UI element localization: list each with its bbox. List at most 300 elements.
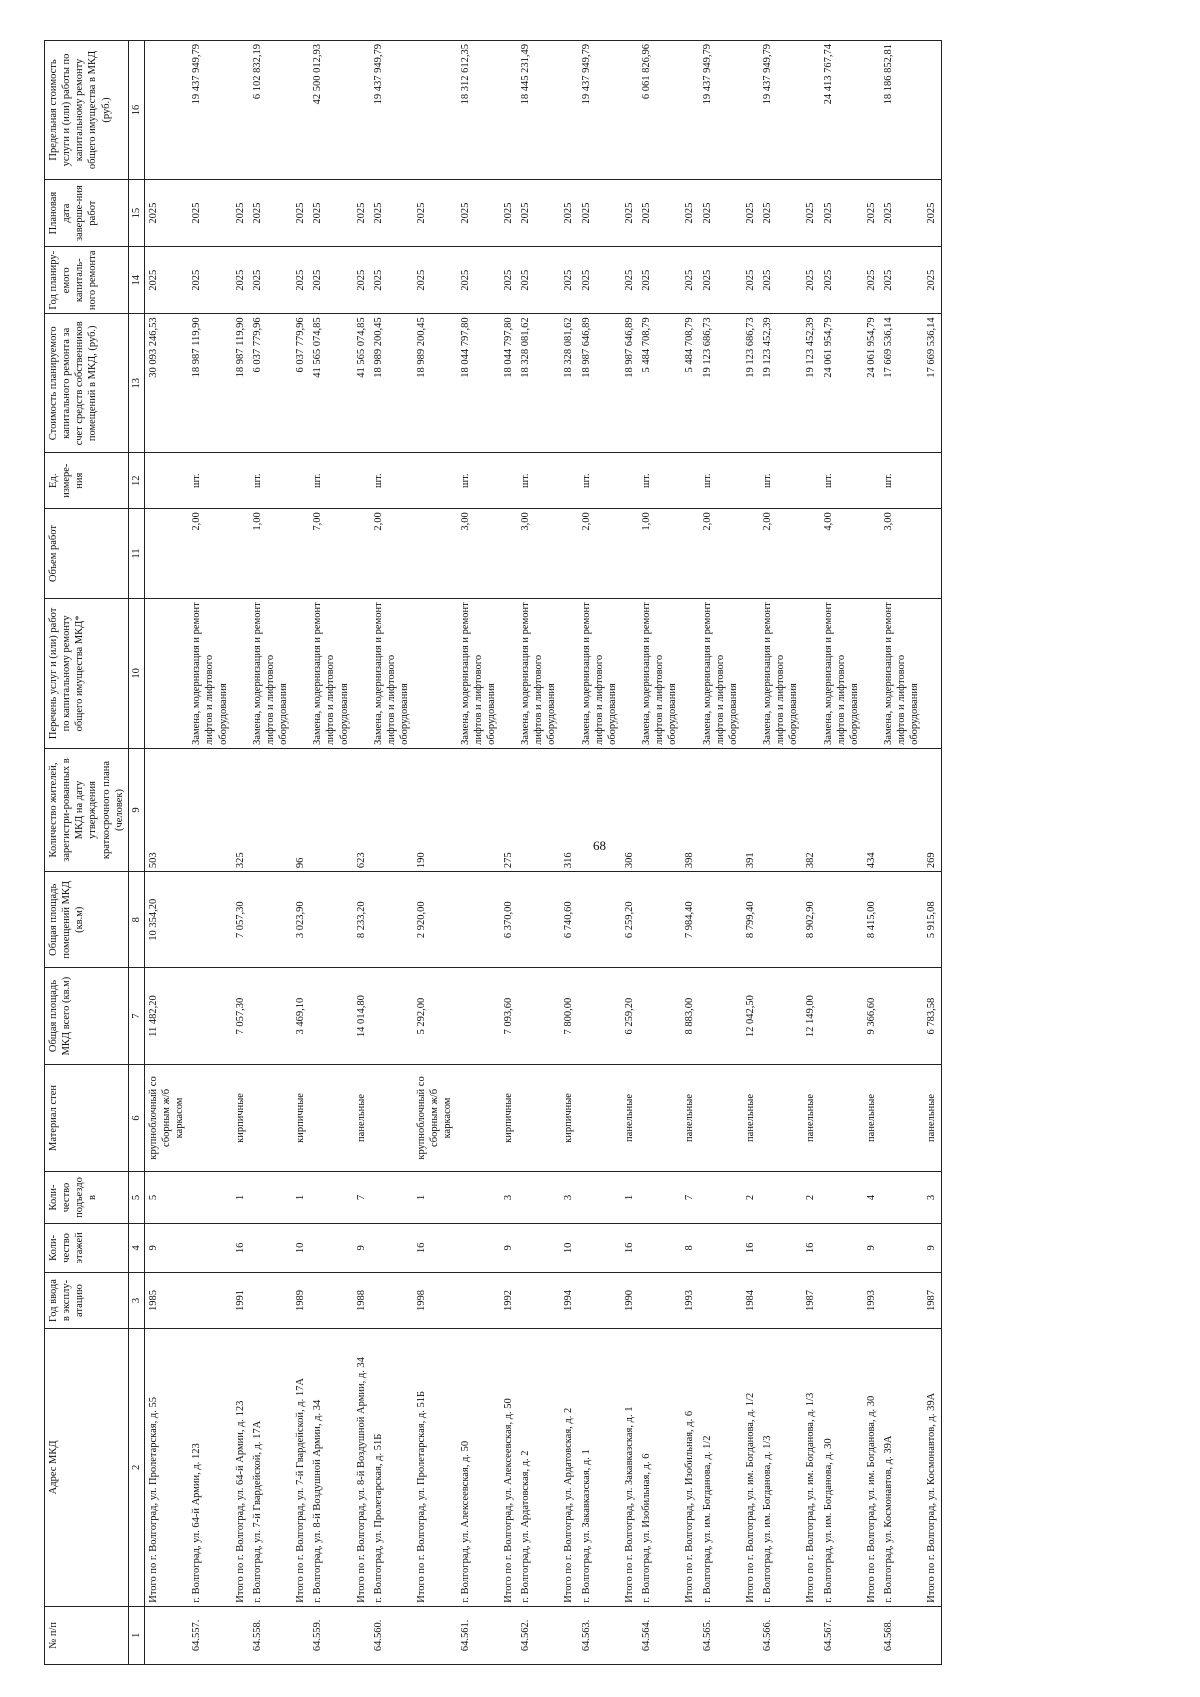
- table-row-total: [863, 41, 880, 1665]
- cell-limit: [863, 41, 880, 180]
- column-header: Год ввода в эксплу-атацию: [45, 1273, 129, 1329]
- cell-cost: 18 989 200,45: [413, 314, 456, 453]
- cell-unit: [681, 453, 698, 509]
- column-header: Объем работ: [45, 509, 129, 599]
- cell-floors: 16: [802, 1223, 819, 1272]
- cell-num: 64.562.: [517, 1606, 560, 1664]
- cell-cost: 17 669 536,14: [880, 314, 923, 453]
- column-number: 8: [128, 872, 144, 968]
- cell-y1: 2025: [820, 247, 863, 314]
- cell-floors: [699, 1223, 742, 1272]
- cell-entr: 4: [863, 1172, 880, 1224]
- table-row-total: [802, 41, 819, 1665]
- cell-unit: шт.: [370, 453, 413, 509]
- cell-area2: 3 023,90: [292, 872, 309, 968]
- cell-limit: 24 413 767,74: [820, 41, 863, 180]
- cell-floors: [759, 1223, 802, 1272]
- header-number-row: [128, 41, 144, 1665]
- column-number: 5: [128, 1172, 144, 1224]
- cell-vol: [292, 509, 309, 599]
- cell-mat: панельные: [681, 1064, 698, 1172]
- cell-work: [292, 598, 309, 748]
- cell-res: 434: [863, 748, 880, 871]
- table-row-total: [742, 41, 759, 1665]
- cell-year: [457, 1273, 500, 1329]
- cell-area: [820, 968, 863, 1064]
- cell-num: 64.566.: [759, 1606, 802, 1664]
- column-number: 11: [128, 509, 144, 599]
- cell-area: [370, 968, 413, 1064]
- cell-area2: 6 740,60: [560, 872, 577, 968]
- cell-work: Замена, модернизация и ремонт лифтов и лифтового оборудования: [578, 598, 621, 748]
- cell-area2: [517, 872, 560, 968]
- cell-entr: 1: [621, 1172, 638, 1224]
- cell-unit: [560, 453, 577, 509]
- column-number: 13: [128, 314, 144, 453]
- cell-limit: 18 186 852,81: [880, 41, 923, 180]
- cell-floors: [578, 1223, 621, 1272]
- cell-vol: [413, 509, 456, 599]
- cell-year: 1990: [621, 1273, 638, 1329]
- cell-area: 3 469,10: [292, 968, 309, 1064]
- cell-num: [413, 1606, 456, 1664]
- cell-limit: [144, 41, 188, 180]
- cell-entr: 1: [232, 1172, 249, 1224]
- cell-cost: 17 669 536,14: [923, 314, 941, 453]
- column-header: Адрес МКД: [45, 1329, 129, 1607]
- cell-cost: 24 061 954,79: [820, 314, 863, 453]
- cell-addr: Итого по г. Волгоград, ул. Пролетарская, д. 51Б: [413, 1329, 456, 1607]
- cell-area2: [370, 872, 413, 968]
- cell-limit: [292, 41, 309, 180]
- cell-num: 64.564.: [638, 1606, 681, 1664]
- cell-mat: [759, 1064, 802, 1172]
- cell-year: 1998: [413, 1273, 456, 1329]
- cell-res: [457, 748, 500, 871]
- cell-entr: 2: [742, 1172, 759, 1224]
- cell-area: 7 057,30: [232, 968, 249, 1064]
- cell-area: [188, 968, 231, 1064]
- cell-entr: [370, 1172, 413, 1224]
- cell-y2: 2025: [578, 179, 621, 246]
- cell-cost: 19 123 452,39: [759, 314, 802, 453]
- cell-entr: 3: [923, 1172, 941, 1224]
- cell-mat: [309, 1064, 352, 1172]
- cell-y1: 2025: [517, 247, 560, 314]
- cell-limit: [413, 41, 456, 180]
- cell-y1: 2025: [413, 247, 456, 314]
- cell-area: [880, 968, 923, 1064]
- cell-vol: [802, 509, 819, 599]
- column-header: Материал стен: [45, 1064, 129, 1172]
- cell-floors: [370, 1223, 413, 1272]
- cell-work: [500, 598, 517, 748]
- cell-cost: 41 565 074,85: [309, 314, 352, 453]
- cell-work: [802, 598, 819, 748]
- cell-year: 1988: [353, 1273, 370, 1329]
- cell-area2: 7 057,30: [232, 872, 249, 968]
- cell-limit: 19 437 949,79: [188, 41, 231, 180]
- cell-work: Замена, модернизация и ремонт лифтов и лифтового оборудования: [457, 598, 500, 748]
- cell-limit: 19 437 949,79: [699, 41, 742, 180]
- cell-floors: 9: [863, 1223, 880, 1272]
- cell-addr: Итого по г. Волгоград, ул. им. Богданова, д. 1/3: [802, 1329, 819, 1607]
- cell-entr: [517, 1172, 560, 1224]
- cell-year: [309, 1273, 352, 1329]
- cell-limit: [353, 41, 370, 180]
- cell-res: [249, 748, 292, 871]
- cell-area2: [249, 872, 292, 968]
- column-header: Перечень услуг и (или) работ по капитальному ремонту общего имущества МКД*: [45, 598, 129, 748]
- cell-mat: кирпичные: [500, 1064, 517, 1172]
- cell-y1: 2025: [681, 247, 698, 314]
- cell-num: [863, 1606, 880, 1664]
- cell-year: 1992: [500, 1273, 517, 1329]
- cell-unit: [742, 453, 759, 509]
- cell-entr: [820, 1172, 863, 1224]
- cell-unit: [353, 453, 370, 509]
- table-row-item: [880, 41, 923, 1665]
- cell-y2: 2025: [923, 179, 941, 246]
- cell-y1: 2025: [188, 247, 231, 314]
- cell-unit: [500, 453, 517, 509]
- cell-y1: 2025: [249, 247, 292, 314]
- cell-vol: [863, 509, 880, 599]
- cell-unit: шт.: [820, 453, 863, 509]
- cell-year: 1985: [144, 1273, 188, 1329]
- cell-res: 269: [923, 748, 941, 871]
- cell-res: 382: [802, 748, 819, 871]
- cell-mat: крупноблочный со сборным ж/б каркасом: [144, 1064, 188, 1172]
- cell-cost: 18 328 081,62: [517, 314, 560, 453]
- cell-work: [413, 598, 456, 748]
- table-row-item: [309, 41, 352, 1665]
- cell-y2: 2025: [621, 179, 638, 246]
- cell-cost: 30 093 246,53: [144, 314, 188, 453]
- cell-num: 64.567.: [820, 1606, 863, 1664]
- cell-addr: Итого по г. Волгоград, ул. Закавказская, д. 1: [621, 1329, 638, 1607]
- cell-floors: [517, 1223, 560, 1272]
- cell-year: [820, 1273, 863, 1329]
- cell-mat: [880, 1064, 923, 1172]
- cell-entr: 3: [560, 1172, 577, 1224]
- cell-unit: шт.: [759, 453, 802, 509]
- cell-vol: 3,00: [457, 509, 500, 599]
- cell-res: 503: [144, 748, 188, 871]
- cell-unit: [863, 453, 880, 509]
- cell-vol: [742, 509, 759, 599]
- column-header: Общая площадь помещений МКД (кв.м): [45, 872, 129, 968]
- cell-addr: Итого по г. Волгоград, ул. Алексеевская, д. 50: [500, 1329, 517, 1607]
- cell-y2: 2025: [413, 179, 456, 246]
- cell-area: 7 800,00: [560, 968, 577, 1064]
- cell-num: [742, 1606, 759, 1664]
- cell-num: 64.557.: [188, 1606, 231, 1664]
- cell-y2: 2025: [802, 179, 819, 246]
- cell-res: [880, 748, 923, 871]
- cell-y2: 2025: [353, 179, 370, 246]
- cell-num: [500, 1606, 517, 1664]
- cell-area2: 6 370,00: [500, 872, 517, 968]
- cell-y2: 2025: [500, 179, 517, 246]
- cell-res: 96: [292, 748, 309, 871]
- cell-addr: Итого по г. Волгоград, ул. им. Богданова, д. 30: [863, 1329, 880, 1607]
- cell-y1: 2025: [759, 247, 802, 314]
- cell-year: 1993: [863, 1273, 880, 1329]
- cell-y2: 2025: [309, 179, 352, 246]
- cell-floors: [249, 1223, 292, 1272]
- cell-floors: [820, 1223, 863, 1272]
- cell-vol: 2,00: [578, 509, 621, 599]
- column-header: Количество жителей, зарегистри-рованных в МКД на дату утверждения краткосрочного плана (человек): [45, 748, 129, 871]
- cell-area2: [699, 872, 742, 968]
- cell-mat: [249, 1064, 292, 1172]
- column-number: 3: [128, 1273, 144, 1329]
- cell-y1: 2025: [742, 247, 759, 314]
- cell-mat: панельные: [353, 1064, 370, 1172]
- cell-y2: 2025: [759, 179, 802, 246]
- cell-area2: 6 259,20: [621, 872, 638, 968]
- cell-entr: [578, 1172, 621, 1224]
- cell-num: 64.565.: [699, 1606, 742, 1664]
- cell-area2: [820, 872, 863, 968]
- cell-area2: [638, 872, 681, 968]
- cell-mat: кирпичные: [560, 1064, 577, 1172]
- cell-unit: шт.: [578, 453, 621, 509]
- cell-addr: Итого по г. Волгоград, ул. Космонавтов, д. 39А: [923, 1329, 941, 1607]
- cell-floors: 9: [144, 1223, 188, 1272]
- cell-addr: Итого по г. Волгоград, ул. 64-й Армии, д. 123: [232, 1329, 249, 1607]
- cell-num: [144, 1606, 188, 1664]
- cell-vol: 3,00: [517, 509, 560, 599]
- cell-year: 1987: [923, 1273, 941, 1329]
- cell-num: [560, 1606, 577, 1664]
- cell-vol: [353, 509, 370, 599]
- cell-floors: [188, 1223, 231, 1272]
- cell-vol: 1,00: [638, 509, 681, 599]
- cell-addr: Итого по г. Волгоград, ул. 8-й Воздушной Армии, д. 34: [353, 1329, 370, 1607]
- cell-y1: 2025: [699, 247, 742, 314]
- cell-work: Замена, модернизация и ремонт лифтов и лифтового оборудования: [820, 598, 863, 748]
- cell-num: 64.558.: [249, 1606, 292, 1664]
- cell-res: [578, 748, 621, 871]
- cell-y1: 2025: [232, 247, 249, 314]
- cell-area: 9 366,60: [863, 968, 880, 1064]
- cell-limit: [742, 41, 759, 180]
- cell-area: 8 883,00: [681, 968, 698, 1064]
- cell-area: 14 014,80: [353, 968, 370, 1064]
- table-row-total: [621, 41, 638, 1665]
- cell-year: [249, 1273, 292, 1329]
- cell-work: Замена, модернизация и ремонт лифтов и лифтового оборудования: [517, 598, 560, 748]
- cell-limit: [923, 41, 941, 180]
- cell-work: Замена, модернизация и ремонт лифтов и лифтового оборудования: [188, 598, 231, 748]
- cell-limit: 6 061 826,96: [638, 41, 681, 180]
- cell-mat: [188, 1064, 231, 1172]
- cell-area: 12 149,00: [802, 968, 819, 1064]
- cell-entr: 7: [681, 1172, 698, 1224]
- cell-floors: 8: [681, 1223, 698, 1272]
- cell-res: [820, 748, 863, 871]
- cell-unit: [413, 453, 456, 509]
- cell-unit: шт.: [880, 453, 923, 509]
- cell-limit: [560, 41, 577, 180]
- cell-floors: 16: [232, 1223, 249, 1272]
- cell-res: [759, 748, 802, 871]
- cell-num: [232, 1606, 249, 1664]
- cell-num: 64.568.: [880, 1606, 923, 1664]
- cell-cost: 18 044 797,80: [500, 314, 517, 453]
- cell-year: [517, 1273, 560, 1329]
- cell-addr: Итого по г. Волгоград, ул. 7-й Гвардейской, д. 17А: [292, 1329, 309, 1607]
- cell-res: 623: [353, 748, 370, 871]
- cell-cost: 18 987 119,90: [188, 314, 231, 453]
- column-number: 2: [128, 1329, 144, 1607]
- cell-unit: [802, 453, 819, 509]
- cell-num: [681, 1606, 698, 1664]
- cell-res: 325: [232, 748, 249, 871]
- cell-year: 1984: [742, 1273, 759, 1329]
- cell-area: [638, 968, 681, 1064]
- cell-addr: Итого по г. Волгоград, ул. Изобильная, д. 6: [681, 1329, 698, 1607]
- cell-y1: 2025: [802, 247, 819, 314]
- cell-area: [249, 968, 292, 1064]
- column-header: Коли-чество подъездо в: [45, 1172, 129, 1224]
- cell-area: 6 783,58: [923, 968, 941, 1064]
- cell-limit: 18 445 231,49: [517, 41, 560, 180]
- cell-y2: 2025: [638, 179, 681, 246]
- cell-y1: 2025: [560, 247, 577, 314]
- cell-y1: 2025: [880, 247, 923, 314]
- cell-unit: шт.: [517, 453, 560, 509]
- cell-area2: 8 799,40: [742, 872, 759, 968]
- cell-entr: [759, 1172, 802, 1224]
- cell-area: [578, 968, 621, 1064]
- cell-vol: [232, 509, 249, 599]
- cell-num: 64.561.: [457, 1606, 500, 1664]
- table-row-item: [759, 41, 802, 1665]
- cell-addr: Итого по г. Волгоград, ул. им. Богданова, д. 1/2: [742, 1329, 759, 1607]
- cell-entr: [638, 1172, 681, 1224]
- cell-res: [370, 748, 413, 871]
- cell-cost: 5 484 708,79: [681, 314, 698, 453]
- cell-area: 12 042,50: [742, 968, 759, 1064]
- cell-floors: 16: [413, 1223, 456, 1272]
- column-header: № п/п: [45, 1606, 129, 1664]
- cell-limit: 19 437 949,79: [370, 41, 413, 180]
- cell-y2: 2025: [292, 179, 309, 246]
- table-row-item: [820, 41, 863, 1665]
- cell-entr: 7: [353, 1172, 370, 1224]
- cell-year: [638, 1273, 681, 1329]
- cell-work: [923, 598, 941, 748]
- cell-year: [370, 1273, 413, 1329]
- table-row-item: [638, 41, 681, 1665]
- cell-floors: 9: [353, 1223, 370, 1272]
- cell-unit: [621, 453, 638, 509]
- cell-y1: 2025: [457, 247, 500, 314]
- table-row-item: [370, 41, 413, 1665]
- cell-area2: [309, 872, 352, 968]
- cell-work: Замена, модернизация и ремонт лифтов и лифтового оборудования: [249, 598, 292, 748]
- cell-cost: 41 565 074,85: [353, 314, 370, 453]
- cell-y1: 2025: [621, 247, 638, 314]
- cell-y2: 2025: [370, 179, 413, 246]
- cell-unit: [232, 453, 249, 509]
- cell-entr: 1: [413, 1172, 456, 1224]
- cell-addr: г. Волгоград, ул. Космонавтов, д. 39А: [880, 1329, 923, 1607]
- cell-limit: [802, 41, 819, 180]
- cell-y1: 2025: [144, 247, 188, 314]
- cell-y2: 2025: [232, 179, 249, 246]
- cell-addr: г. Волгоград, ул. Ардатовская, д. 2: [517, 1329, 560, 1607]
- cell-mat: крупноблочный со сборным ж/б каркасом: [413, 1064, 456, 1172]
- cell-addr: г. Волгоград, ул. Изобильная, д. 6: [638, 1329, 681, 1607]
- column-header: Стоимость планируемого капитального ремонта за счет средств собственников помещений в МКД, (руб.): [45, 314, 129, 453]
- column-number: 14: [128, 247, 144, 314]
- cell-y1: 2025: [309, 247, 352, 314]
- cell-addr: г. Волгоград, ул. им. Богданова, д. 1/3: [759, 1329, 802, 1607]
- table-row-total: [144, 41, 188, 1665]
- column-number: 6: [128, 1064, 144, 1172]
- cell-cost: 18 987 119,90: [232, 314, 249, 453]
- cell-year: 1989: [292, 1273, 309, 1329]
- cell-year: [880, 1273, 923, 1329]
- cell-area2: 2 920,00: [413, 872, 456, 968]
- cell-limit: [232, 41, 249, 180]
- column-number: 7: [128, 968, 144, 1064]
- cell-work: [621, 598, 638, 748]
- cell-y2: 2025: [681, 179, 698, 246]
- cell-addr: г. Волгоград, ул. 7-й Гвардейской, д. 17А: [249, 1329, 292, 1607]
- capital-repair-table: [44, 40, 942, 1665]
- cell-area2: 7 984,40: [681, 872, 698, 968]
- table-row-total: [353, 41, 370, 1665]
- cell-mat: кирпичные: [232, 1064, 249, 1172]
- cell-entr: 1: [292, 1172, 309, 1224]
- cell-res: [188, 748, 231, 871]
- column-number: 10: [128, 598, 144, 748]
- cell-mat: панельные: [923, 1064, 941, 1172]
- cell-num: [353, 1606, 370, 1664]
- cell-limit: [681, 41, 698, 180]
- cell-y2: 2025: [188, 179, 231, 246]
- cell-vol: 2,00: [188, 509, 231, 599]
- cell-unit: [144, 453, 188, 509]
- cell-area2: 8 902,90: [802, 872, 819, 968]
- cell-y1: 2025: [500, 247, 517, 314]
- table-row-item: [457, 41, 500, 1665]
- cell-entr: [188, 1172, 231, 1224]
- cell-work: [353, 598, 370, 748]
- cell-y1: 2025: [578, 247, 621, 314]
- cell-num: 64.563.: [578, 1606, 621, 1664]
- cell-cost: 18 987 646,89: [621, 314, 638, 453]
- table-row-total: [292, 41, 309, 1665]
- column-number: 9: [128, 748, 144, 871]
- cell-area2: 8 415,00: [863, 872, 880, 968]
- table-row-item: [249, 41, 292, 1665]
- cell-mat: [370, 1064, 413, 1172]
- cell-vol: [621, 509, 638, 599]
- cell-num: [802, 1606, 819, 1664]
- cell-vol: 2,00: [370, 509, 413, 599]
- cell-limit: 19 437 949,79: [578, 41, 621, 180]
- cell-num: 64.559.: [309, 1606, 352, 1664]
- cell-vol: 4,00: [820, 509, 863, 599]
- cell-addr: г. Волгоград, ул. Закавказская, д. 1: [578, 1329, 621, 1607]
- cell-limit: 6 102 832,19: [249, 41, 292, 180]
